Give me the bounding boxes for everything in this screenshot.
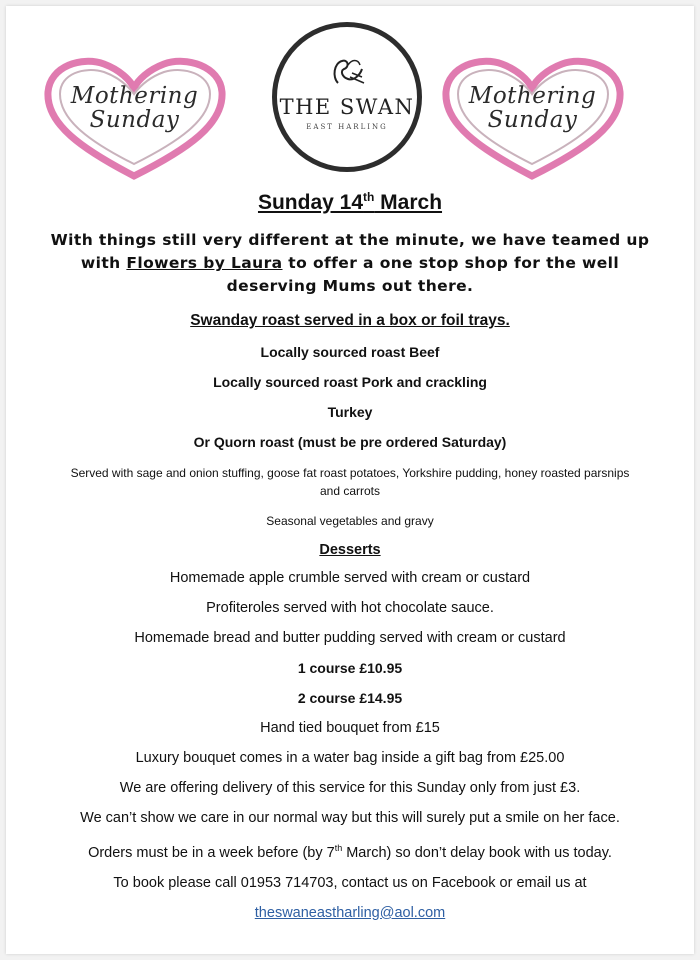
menu-flyer bbox=[6, 6, 694, 954]
swan-icon bbox=[328, 53, 366, 89]
flowers-by-laura-link[interactable]: Flowers by Laura bbox=[126, 254, 283, 272]
logo-subtitle: EAST HARLING bbox=[306, 123, 388, 131]
mothering-sunday-heart-right bbox=[440, 54, 625, 184]
care-text: We can’t show we care in our normal way but this will surely put a smile on her face. bbox=[80, 810, 620, 826]
date-title: Sunday 14th March bbox=[257, 190, 443, 214]
roast-item: Locally sourced roast Beef bbox=[260, 344, 440, 360]
heart-text-line1: Mothering bbox=[70, 83, 199, 109]
mothering-sunday-heart-left bbox=[42, 54, 227, 184]
email-link[interactable]: theswaneastharling@aol.com bbox=[254, 904, 446, 921]
orders-text: Orders must be in a week before (by 7th March) so don’t delay book with us today. bbox=[88, 843, 612, 861]
price-two-course: 2 course £14.95 bbox=[297, 690, 403, 706]
heart-text-line1: Mothering bbox=[468, 83, 597, 109]
intro-text: With things still very different at the minute, we have teamed up with Flowers by Laura to offer a one stop shop for the well deserving Mums out there. bbox=[50, 231, 650, 295]
bouquet-item: Hand tied bouquet from £15 bbox=[260, 720, 440, 736]
header bbox=[6, 6, 694, 181]
dessert-item: Profiteroles served with hot chocolate sauce. bbox=[206, 600, 494, 616]
heart-text-line2: Sunday bbox=[487, 107, 578, 133]
bouquet-item: Luxury bouquet comes in a water bag inside a gift bag from £25.00 bbox=[135, 750, 565, 766]
desserts-title: Desserts bbox=[319, 542, 381, 558]
roast-item: Locally sourced roast Pork and crackling bbox=[213, 374, 487, 390]
roast-item: Or Quorn roast (must be pre ordered Saturday) bbox=[193, 434, 507, 450]
booking-text: To book please call 01953 714703, contact us on Facebook or email us at bbox=[113, 874, 587, 891]
roast-title: Swanday roast served in a box or foil trays. bbox=[190, 312, 510, 329]
delivery-text: We are offering delivery of this service for this Sunday only from just £3. bbox=[119, 780, 581, 796]
vegetables-text: Seasonal vegetables and gravy bbox=[266, 514, 434, 528]
price-one-course: 1 course £10.95 bbox=[297, 660, 403, 676]
served-with-text: Served with sage and onion stuffing, goose fat roast potatoes, Yorkshire pudding, honey roasted parsnips and carrots bbox=[70, 466, 630, 498]
logo-name: THE SWAN bbox=[279, 95, 415, 119]
heart-text-line2: Sunday bbox=[89, 107, 180, 133]
the-swan-logo bbox=[272, 22, 422, 172]
menu-content bbox=[6, 190, 694, 935]
dessert-item: Homemade apple crumble served with cream or custard bbox=[169, 570, 531, 586]
email-line bbox=[6, 905, 694, 921]
dessert-item: Homemade bread and butter pudding served with cream or custard bbox=[134, 630, 566, 646]
roast-item: Turkey bbox=[327, 404, 373, 420]
